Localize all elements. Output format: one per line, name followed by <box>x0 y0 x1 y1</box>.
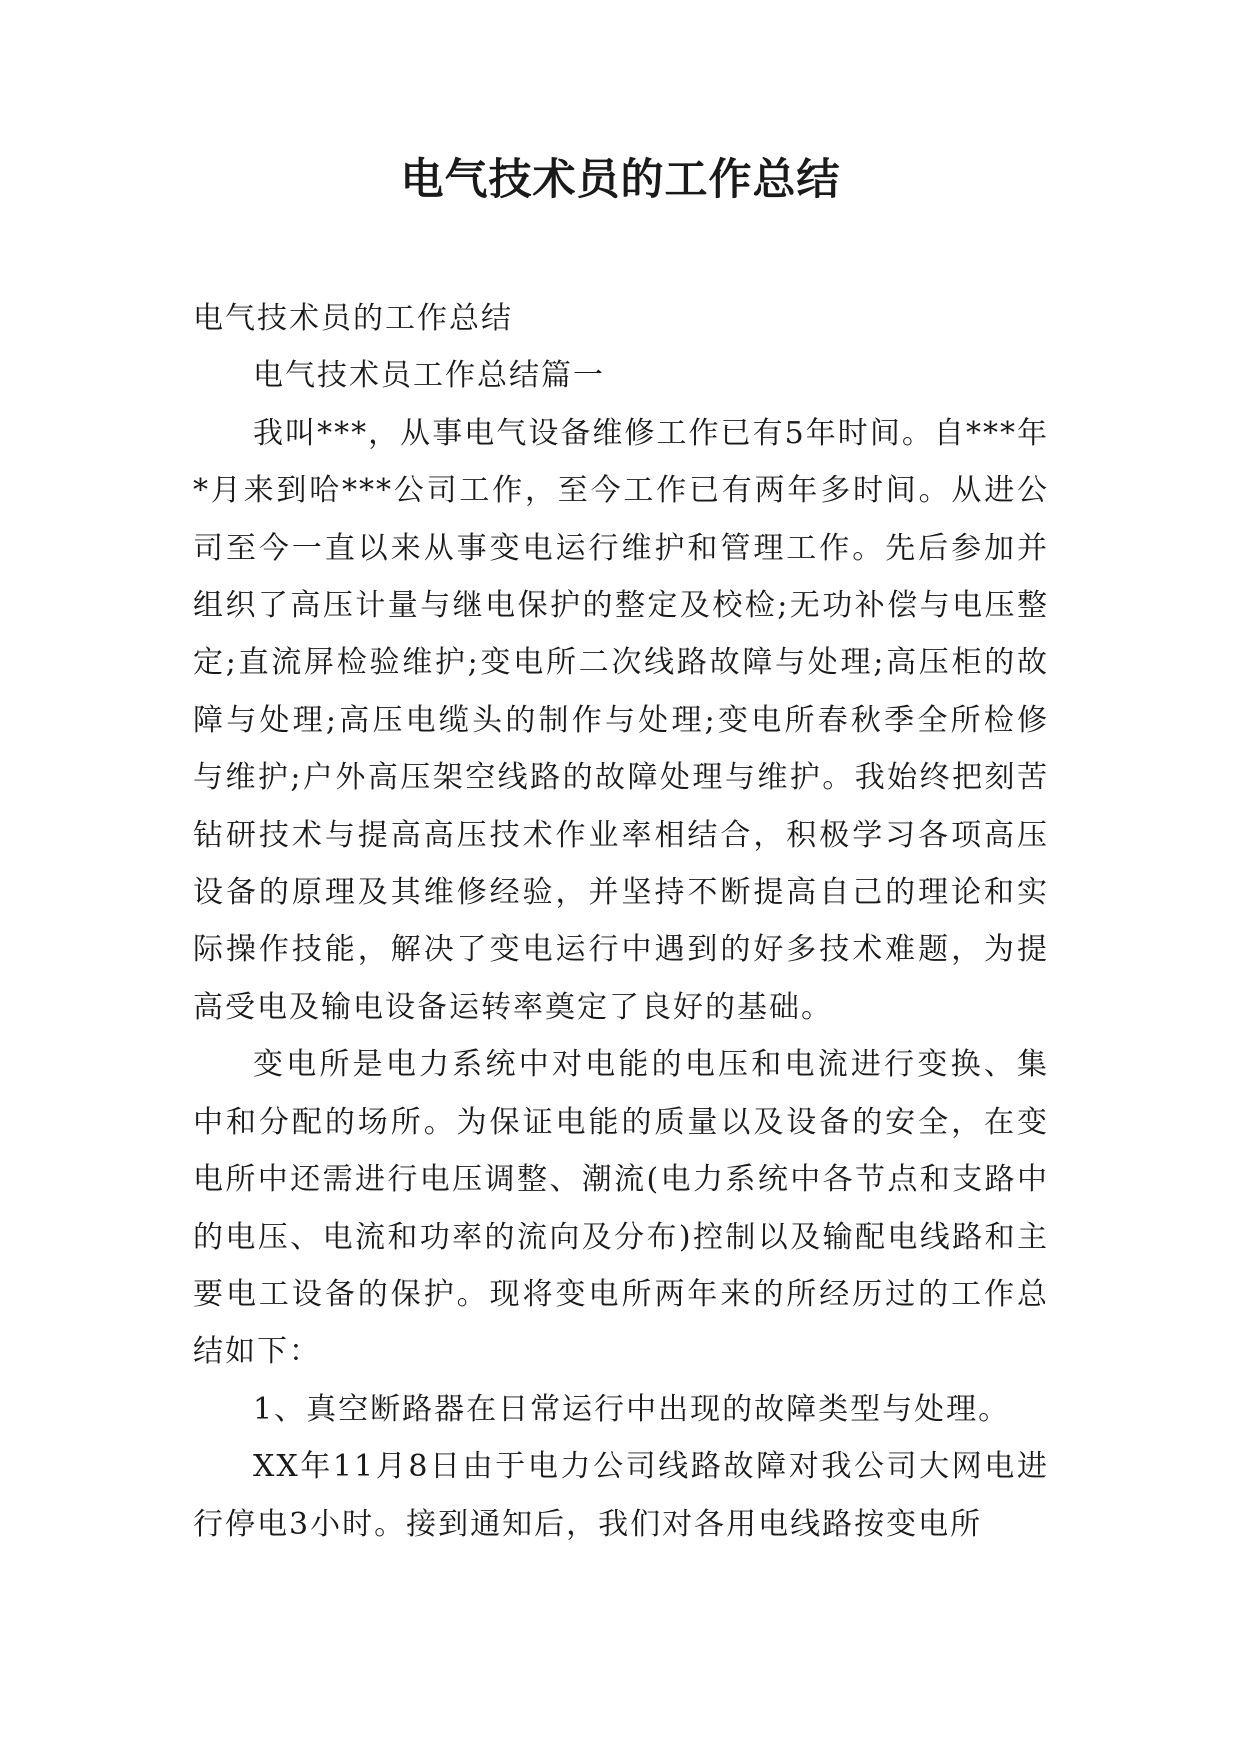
paragraph-section-title: 电气技术员工作总结篇一 <box>253 358 605 394</box>
paragraph-heading: 电气技术员的工作总结 <box>193 301 513 336</box>
paragraph-item-1: 1、真空断路器在日常运行中出现的故障类型与处理。 <box>253 1391 1011 1427</box>
document-title: 电气技术员的工作总结 <box>400 155 841 205</box>
document-body <box>193 290 1049 1553</box>
paragraph-substation: 变电所是电力系统中对电能的电压和电流进行变换、集中和分配的场所。为保证电能的质量以及设备的安全，在变电所中还需进行电压调整、潮流(电力系统中各节点和支路中的电压、电流和功率的流向及分布)控制以及输配电线路和主要电工设备的保护。现将变电所两年来的所经历过的工作总结如下： <box>193 1047 1049 1370</box>
paragraph-incident: XX年11月8日由于电力公司线路故障对我公司大网电进行停电3小时。接到通知后，我们对各用电线路按变电所 <box>193 1449 1049 1542</box>
paragraph-intro: 我叫***，从事电气设备维修工作已有5年时间。自***年*月来到哈***公司工作，至今工作已有两年多时间。从进公司至今一直以来从事变电运行维护和管理工作。先后参加并组织了高压计量与继电保护的整定及校检;无功补偿与电压整定;直流屏检验维护;变电所二次线路故障与处理;高压柜的故障与处理;高压电缆头的制作与处理;变电所春秋季全所检修与维护;户外高压架空线路的故障处理与维护。我始终把刻苦钻研技术与提高高压技术作业率相结合，积极学习各项高压设备的原理及其维修经验，并坚持不断提高自己的理论和实际操作技能，解决了变电运行中遇到的好多技术难题，为提高受电及输电设备运转率奠定了良好的基础。 <box>193 415 1049 1025</box>
